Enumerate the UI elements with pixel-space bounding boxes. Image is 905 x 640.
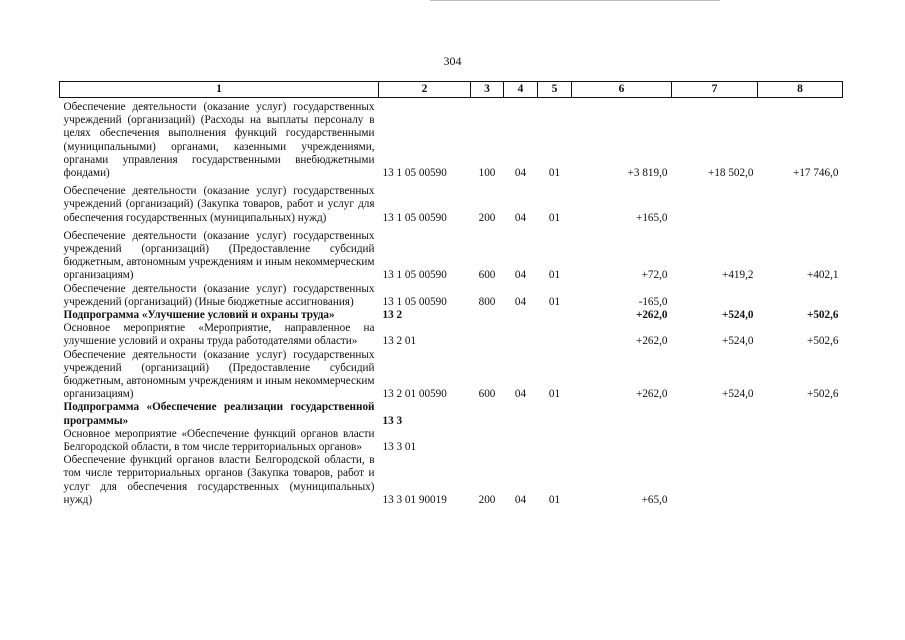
row-value-6: +262,0 xyxy=(636,388,668,401)
table-row xyxy=(60,283,843,309)
page-number: 304 xyxy=(443,54,462,68)
row-expense-type: 100 xyxy=(478,167,496,180)
row-code: 13 1 05 00590 xyxy=(382,269,447,282)
row-section xyxy=(504,428,538,454)
row-description: Обеспечение деятельности (оказание услуг) государственных учреждений (организаций) (Предоставление субсидий бюджетным, автономным учреждениям и иным некоммерческим организациям) xyxy=(63,229,375,282)
row-section: 04 xyxy=(514,269,527,282)
row-description: Подпрограмма «Улучшение условий и охраны труда» xyxy=(63,309,335,322)
row-value-7 xyxy=(672,454,758,507)
row-description: Основное мероприятие «Мероприятие, направленное на улучшение условий и охраны труда работодателями области» xyxy=(63,322,375,348)
row-code: 13 2 01 00590 xyxy=(382,388,447,401)
row-value-7: +524,0 xyxy=(722,388,754,401)
table-row xyxy=(60,98,843,181)
row-description: Обеспечение деятельности (оказание услуг) государственных учреждений (организаций) (Закупка товаров, работ и услуг для обеспечения государственных (муниципальных) нужд) xyxy=(63,185,375,224)
header-col-1: 1 xyxy=(60,82,379,98)
table-row xyxy=(60,428,843,454)
header-col-7: 7 xyxy=(672,82,758,98)
row-value-8: +502,6 xyxy=(807,388,839,401)
header-col-8: 8 xyxy=(758,82,843,98)
row-value-7 xyxy=(672,428,758,454)
row-expense-type xyxy=(471,309,504,322)
header-col-3: 3 xyxy=(471,82,504,98)
row-value-8 xyxy=(758,283,843,309)
row-description: Обеспечение деятельности (оказание услуг) государственных учреждений (организаций) (Расходы на выплаты персоналу в целях обеспечения выполнения функций государственными (муниципальными) органами, казенными учреждениями, органами управления государственными внебюджетными фондами) xyxy=(63,101,375,180)
row-code: 13 1 05 00590 xyxy=(382,211,447,224)
row-value-7: +524,0 xyxy=(721,309,754,322)
row-value-8: +502,6 xyxy=(806,309,839,322)
row-expense-type: 600 xyxy=(478,388,496,401)
row-subsection xyxy=(538,309,572,322)
row-section xyxy=(504,309,538,322)
row-code: 13 3 xyxy=(382,414,403,427)
row-section xyxy=(504,401,538,427)
row-section: 04 xyxy=(514,167,527,180)
row-section: 04 xyxy=(514,211,527,224)
row-subsection: 01 xyxy=(548,211,561,224)
row-section xyxy=(504,322,538,348)
row-expense-type: 200 xyxy=(478,211,496,224)
table-row xyxy=(60,349,843,402)
row-value-8: +502,6 xyxy=(807,335,839,348)
table-row xyxy=(60,401,843,427)
row-value-6 xyxy=(572,401,672,427)
row-value-8: +402,1 xyxy=(807,269,839,282)
row-value-8 xyxy=(758,454,843,507)
row-expense-type: 800 xyxy=(478,295,496,308)
row-expense-type xyxy=(471,401,504,427)
row-subsection: 01 xyxy=(548,295,561,308)
row-value-7: +18 502,0 xyxy=(708,167,754,180)
row-section: 04 xyxy=(514,493,527,506)
row-value-8 xyxy=(758,401,843,427)
row-value-6: +262,0 xyxy=(636,335,668,348)
header-col-2: 2 xyxy=(379,82,471,98)
row-subsection: 01 xyxy=(548,493,561,506)
row-expense-type: 200 xyxy=(478,493,496,506)
table-row xyxy=(60,454,843,507)
row-subsection: 01 xyxy=(548,388,561,401)
row-subsection xyxy=(538,401,572,427)
row-description: Основное мероприятие «Обеспечение функций органов власти Белгородской области, в том числе территориальных органов» xyxy=(63,427,375,454)
row-expense-type xyxy=(471,428,504,454)
row-description: Обеспечение деятельности (оказание услуг) государственных учреждений (организаций) (Иные бюджетные ассигнования) xyxy=(63,282,375,308)
row-value-8: +17 746,0 xyxy=(793,167,839,180)
header-col-5: 5 xyxy=(538,82,572,98)
row-value-7 xyxy=(672,180,758,225)
row-value-6: -165,0 xyxy=(638,295,668,308)
row-description: Подпрограмма «Обеспечение реализации государственной программы» xyxy=(63,401,375,427)
row-code: 13 3 01 xyxy=(382,441,417,454)
header-row xyxy=(60,82,843,98)
row-value-6: +3 819,0 xyxy=(627,167,668,180)
row-description: Обеспечение функций органов власти Белгородской области, в том числе территориальных органов (Закупка товаров, работ и услуг для обеспечения государственных (муниципальных) нужд) xyxy=(63,454,375,506)
row-code: 13 2 xyxy=(382,309,403,322)
row-section: 04 xyxy=(514,388,527,401)
row-subsection xyxy=(538,428,572,454)
top-edge-rule xyxy=(430,0,720,1)
row-subsection: 01 xyxy=(548,167,561,180)
row-subsection: 01 xyxy=(548,269,561,282)
row-value-6: +65,0 xyxy=(641,493,668,506)
table-row xyxy=(60,322,843,348)
row-expense-type: 600 xyxy=(478,269,496,282)
row-value-6: +262,0 xyxy=(635,309,668,322)
table-row xyxy=(60,309,843,322)
table-row xyxy=(60,225,843,283)
row-value-6: +72,0 xyxy=(641,269,668,282)
row-expense-type xyxy=(471,322,504,348)
row-value-8 xyxy=(758,428,843,454)
budget-table xyxy=(59,81,843,507)
row-value-8 xyxy=(758,180,843,225)
row-code: 13 1 05 00590 xyxy=(382,167,447,180)
row-value-7 xyxy=(672,401,758,427)
row-description: Обеспечение деятельности (оказание услуг) государственных учреждений (организаций) (Предоставление субсидий бюджетным, автономным учреждениям и иным некоммерческим организациям) xyxy=(63,348,375,401)
table-row xyxy=(60,180,843,225)
row-value-7: +524,0 xyxy=(722,335,754,348)
row-subsection xyxy=(538,322,572,348)
row-code: 13 3 01 90019 xyxy=(382,493,447,506)
header-col-4: 4 xyxy=(504,82,538,98)
row-value-7 xyxy=(672,283,758,309)
row-value-6: +165,0 xyxy=(636,211,668,224)
row-value-6 xyxy=(572,428,672,454)
row-code: 13 2 01 xyxy=(382,335,417,348)
row-section: 04 xyxy=(514,295,527,308)
row-value-7: +419,2 xyxy=(722,269,754,282)
header-col-6: 6 xyxy=(572,82,672,98)
row-code: 13 1 05 00590 xyxy=(382,295,447,308)
